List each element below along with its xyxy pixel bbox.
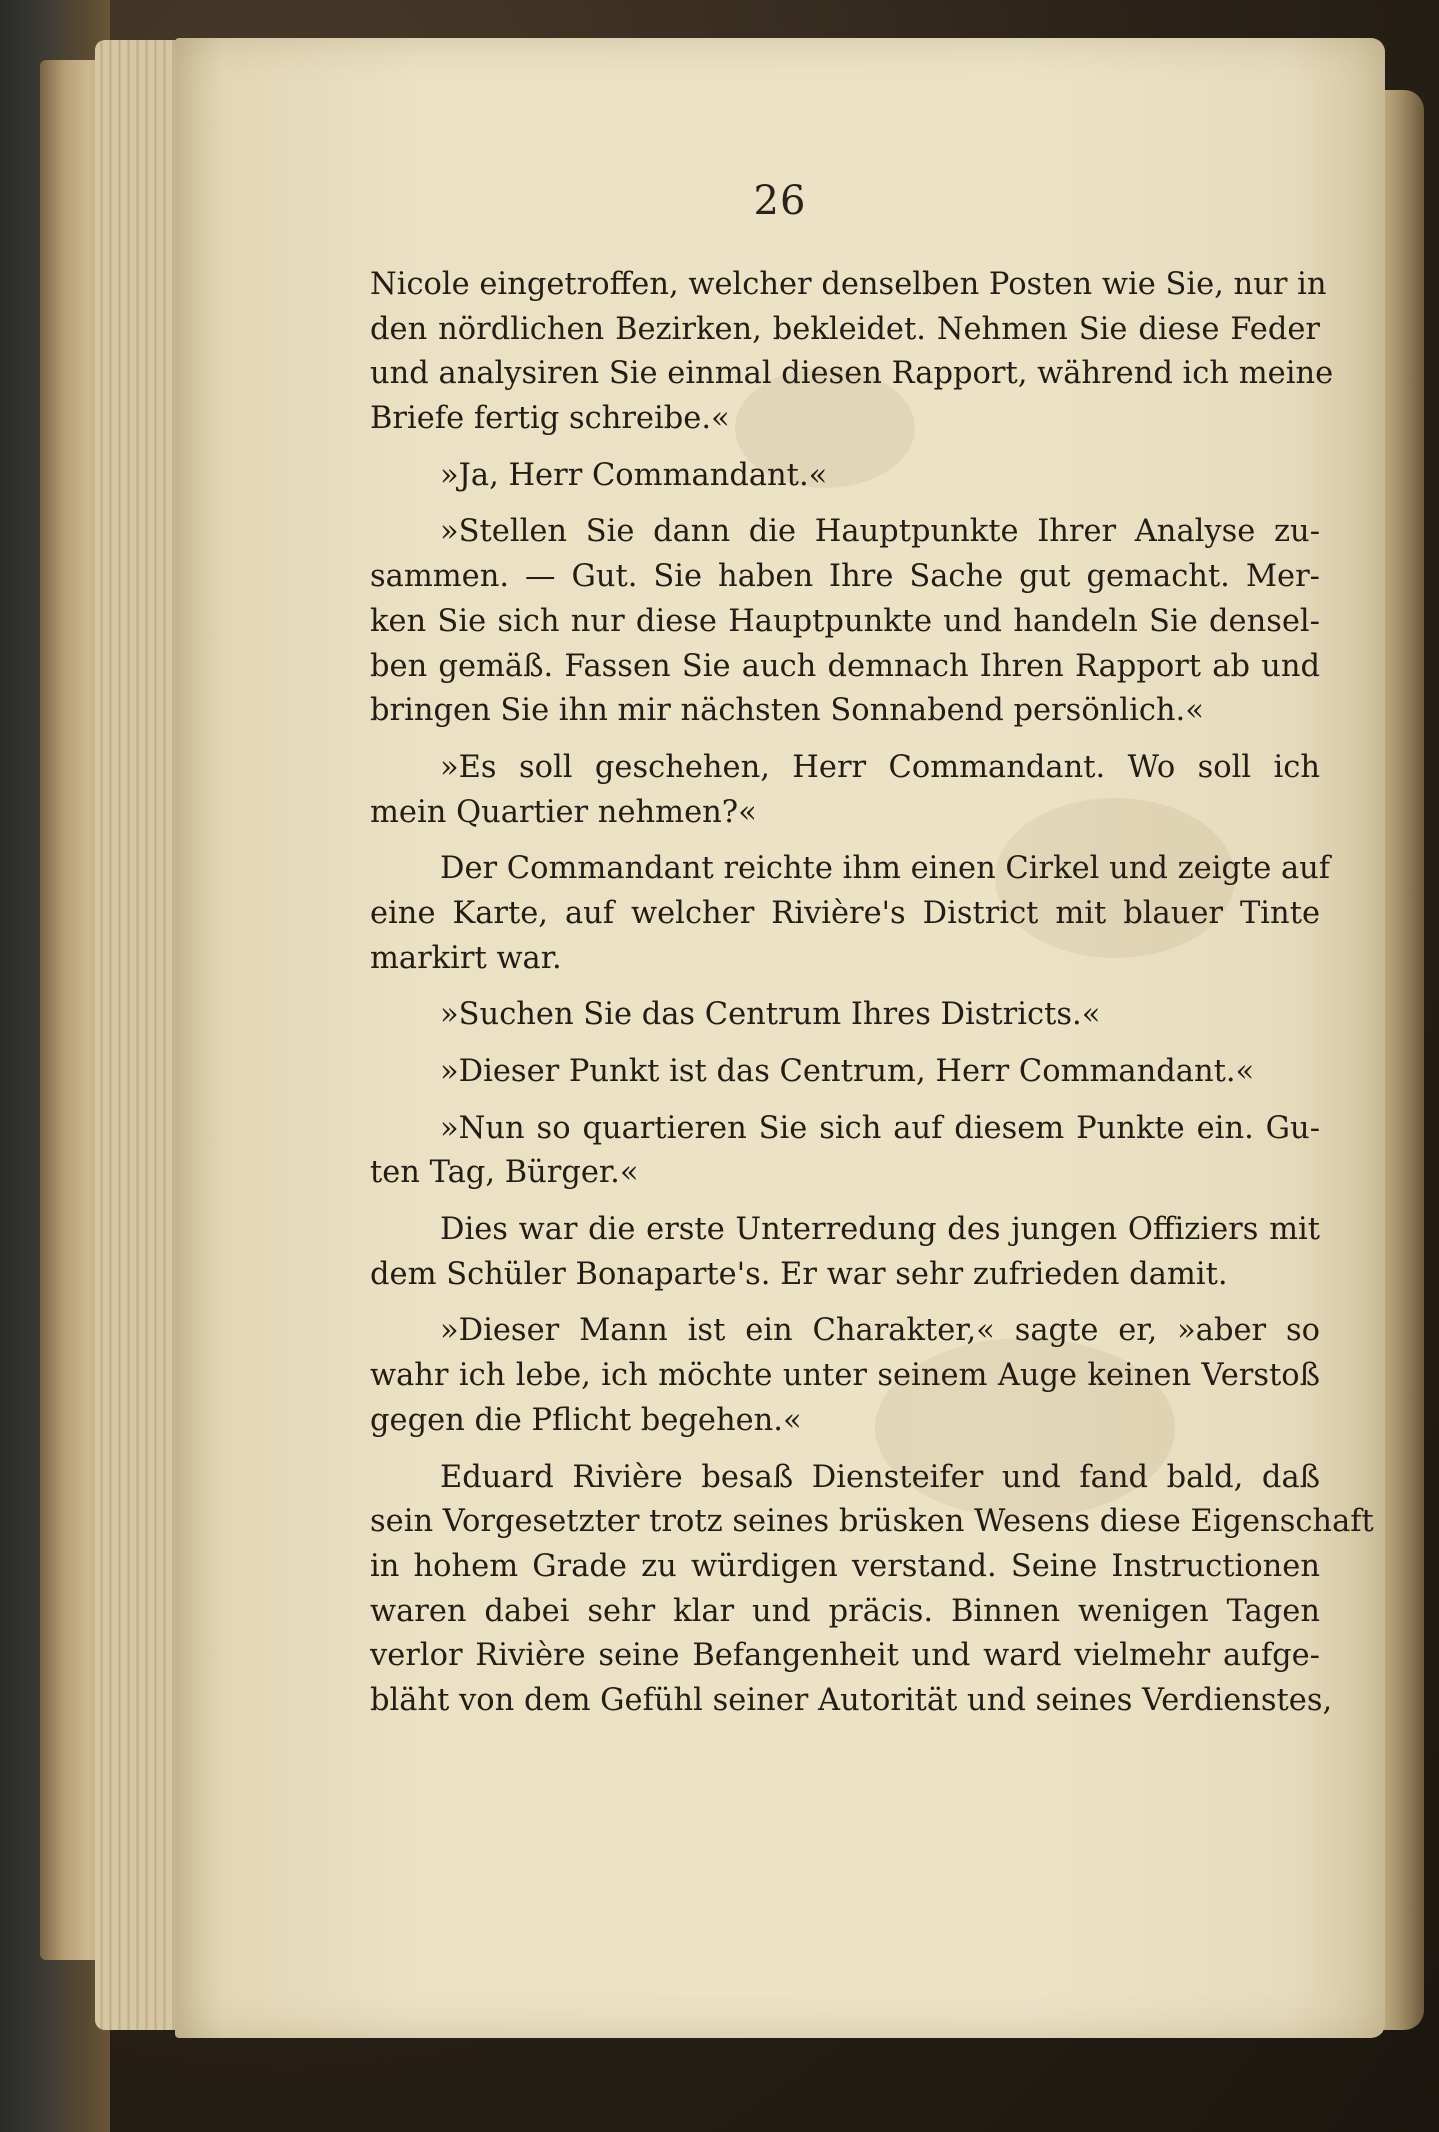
paragraph-gap	[370, 1095, 1320, 1107]
paragraph	[370, 746, 1320, 835]
text-line: »Suchen Sie das Centrum Ihres Districts.«	[440, 997, 1101, 1033]
paragraph	[370, 1208, 1320, 1297]
paragraph	[370, 993, 1320, 1038]
paragraph	[370, 510, 1320, 733]
page-text	[370, 263, 1374, 1724]
book-page	[175, 38, 1385, 2038]
text-line: den nördlichen Bezirken, bekleidet. Nehmen Sie diese Feder	[370, 311, 1320, 347]
paragraph-gap	[370, 1038, 1320, 1050]
text-line: markirt war.	[370, 940, 562, 976]
text-line: Nicole eingetroffen, welcher denselben Posten wie Sie, nur in	[370, 267, 1327, 302]
text-line: eine Karte, auf welcher Rivière's District mit blauer Tinte	[370, 895, 1320, 931]
paragraph	[370, 1456, 1374, 1724]
text-line: und analysiren Sie einmal diesen Rapport, während ich meine	[370, 356, 1334, 392]
paragraph	[370, 454, 1320, 499]
text-line: sein Vorgesetzter trotz seines brüsken Wesens diese Eigenschaft	[370, 1504, 1374, 1540]
paragraph-gap	[370, 442, 1320, 454]
paragraph-gap	[370, 734, 1320, 746]
text-line: ken Sie sich nur diese Hauptpunkte und handeln Sie densel-	[370, 603, 1320, 639]
text-line: in hohem Grade zu würdigen verstand. Seine Instructionen	[370, 1548, 1320, 1584]
paragraph-gap	[370, 981, 1320, 993]
paragraph	[370, 1050, 1320, 1095]
paragraph	[370, 1309, 1320, 1443]
paragraph	[370, 1107, 1320, 1196]
text-line: wahr ich lebe, ich möchte unter seinem Auge keinen Verstoß	[370, 1358, 1320, 1394]
text-line: »Dieser Mann ist ein Charakter,« sagte er, »aber so	[440, 1313, 1320, 1349]
text-line: ten Tag, Bürger.«	[370, 1155, 639, 1191]
text-line: »Es soll geschehen, Herr Commandant. Wo soll ich	[440, 749, 1320, 785]
text-line: Eduard Rivière besaß Diensteifer und fand bald, daß	[440, 1459, 1320, 1495]
text-line: waren dabei sehr klar und präcis. Binnen wenigen Tagen	[370, 1593, 1320, 1629]
text-line: ben gemäß. Fassen Sie auch demnach Ihren Rapport ab und	[370, 648, 1320, 684]
text-line: Dies war die erste Unterredung des jungen Offiziers mit	[440, 1212, 1320, 1248]
paragraph-gap	[370, 498, 1320, 510]
text-line: Der Commandant reichte ihm einen Cirkel und zeigte auf	[440, 851, 1331, 887]
text-line: »Stellen Sie dann die Hauptpunkte Ihrer Analyse zu-	[440, 514, 1320, 550]
text-line: Briefe fertig schreibe.«	[370, 401, 730, 437]
paragraph	[370, 847, 1331, 981]
text-line: dem Schüler Bonaparte's. Er war sehr zufrieden damit.	[370, 1256, 1228, 1292]
text-line: »Dieser Punkt ist das Centrum, Herr Commandant.«	[440, 1054, 1255, 1089]
paragraph-gap	[370, 1444, 1320, 1456]
paragraph-gap	[370, 835, 1320, 847]
text-line: bringen Sie ihn mir nächsten Sonnabend persönlich.«	[370, 693, 1204, 729]
paragraph-gap	[370, 1297, 1320, 1309]
page-number: 26	[753, 178, 807, 224]
text-line: verlor Rivière seine Befangenheit und ward vielmehr aufge-	[370, 1638, 1320, 1674]
text-line: »Nun so quartieren Sie sich auf diesem Punkte ein. Gu-	[440, 1110, 1320, 1146]
paragraph-gap	[370, 1196, 1320, 1208]
paragraph	[370, 263, 1334, 442]
text-line: bläht von dem Gefühl seiner Autorität und seines Verdienstes,	[370, 1682, 1333, 1718]
text-line: »Ja, Herr Commandant.«	[440, 457, 828, 493]
text-line: gegen die Pflicht begehen.«	[370, 1402, 802, 1438]
text-line: mein Quartier nehmen?«	[370, 794, 757, 830]
text-line: sammen. — Gut. Sie haben Ihre Sache gut gemacht. Mer-	[370, 559, 1320, 595]
